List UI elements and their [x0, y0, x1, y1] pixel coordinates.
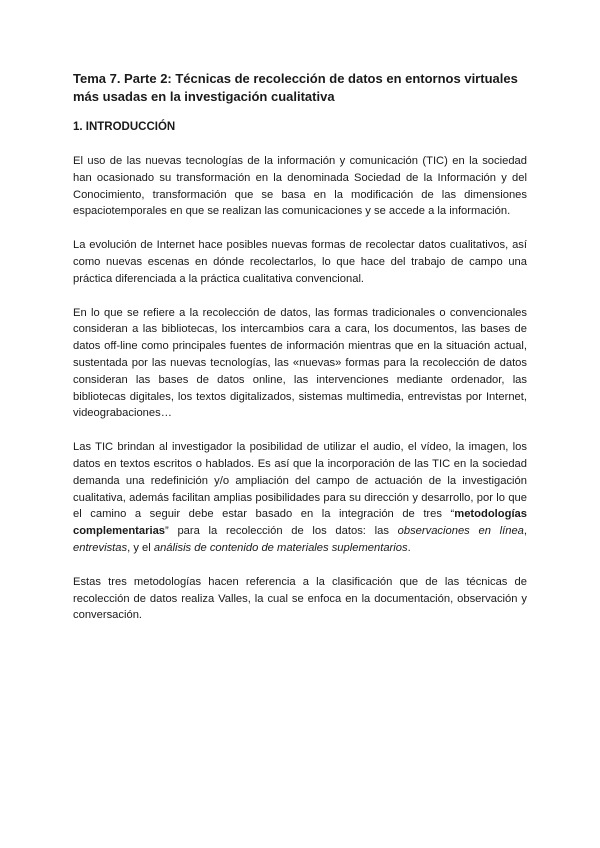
paragraph-4-sep-2: , y el — [127, 541, 154, 554]
paragraph-4-text-b: ” para la recolección de los datos: las — [165, 525, 398, 538]
paragraph-5: Estas tres metodologías hacen referencia a la clasificación que de las técnicas de recolección de datos realiza Valles, la cual se enfoca en la documentación, observación y conversación. — [73, 575, 527, 622]
section-heading-introduccion: 1. INTRODUCCIÓN — [73, 121, 176, 133]
paragraph-4-italic-observaciones: observaciones en línea — [397, 525, 524, 538]
document-page — [73, 70, 527, 641]
paragraph-4-end: . — [407, 541, 411, 554]
document-title: Tema 7. Parte 2: Técnicas de recolección de datos en entornos virtuales más usadas en la investigación cualitativa — [73, 71, 518, 104]
paragraph-3: En lo que se refiere a la recolección de datos, las formas tradicionales o convencionales consideran a las bibliotecas, los intercambios cara a cara, los documentos, las bases de datos off-line como principales fuentes de información mientras que en la situación actual, sustentada por las nuevas tecnologías, las «nuevas» formas para la recolección de datos consideran las bases de datos online, las intervenciones mediante ordenador, las bibliotecas digitales, los textos digitalizados, sistemas multimedia, entrevistas por Internet, videograbaciones… — [73, 306, 527, 420]
paragraph-1: El uso de las nuevas tecnologías de la información y comunicación (TIC) en la sociedad han ocasionado su transformación en la denominada Sociedad de la Información y del Conocimiento, transformación que se basa en la modificación de las dimensiones espaciotemporales en que se realizan las comunicaciones y se accede a la información. — [73, 155, 527, 218]
paragraph-4-sep-1: , — [523, 525, 527, 538]
paragraph-4-italic-entrevistas: entrevistas — [73, 541, 128, 554]
paragraph-4 — [73, 439, 527, 557]
paragraph-4-italic-analisis: análisis de contenido de materiales suplementarios — [153, 541, 408, 554]
paragraph-4-text-a: Las TIC brindan al investigador la posibilidad de utilizar el audio, el vídeo, la imagen, los datos en textos escritos o hablados. Es así que la incorporación de las TIC en la sociedad demanda una redefinición y/o ampliación del campo de actuación de la investigación cualitativa, además facilitan amplias posibilidades para su dirección y desarrollo, por lo que el camino a seguir debe estar basado en la integración de tres “ — [73, 441, 527, 521]
paragraph-4-bold-term: metodologías complementarias — [73, 508, 527, 538]
paragraph-2: La evolución de Internet hace posibles nuevas formas de recolectar datos cualitativos, así como nuevas escenas en dónde recolectarlos, lo que hace del trabajo de campo una práctica diferenciada a la práctica cualitativa convencional. — [73, 239, 527, 285]
